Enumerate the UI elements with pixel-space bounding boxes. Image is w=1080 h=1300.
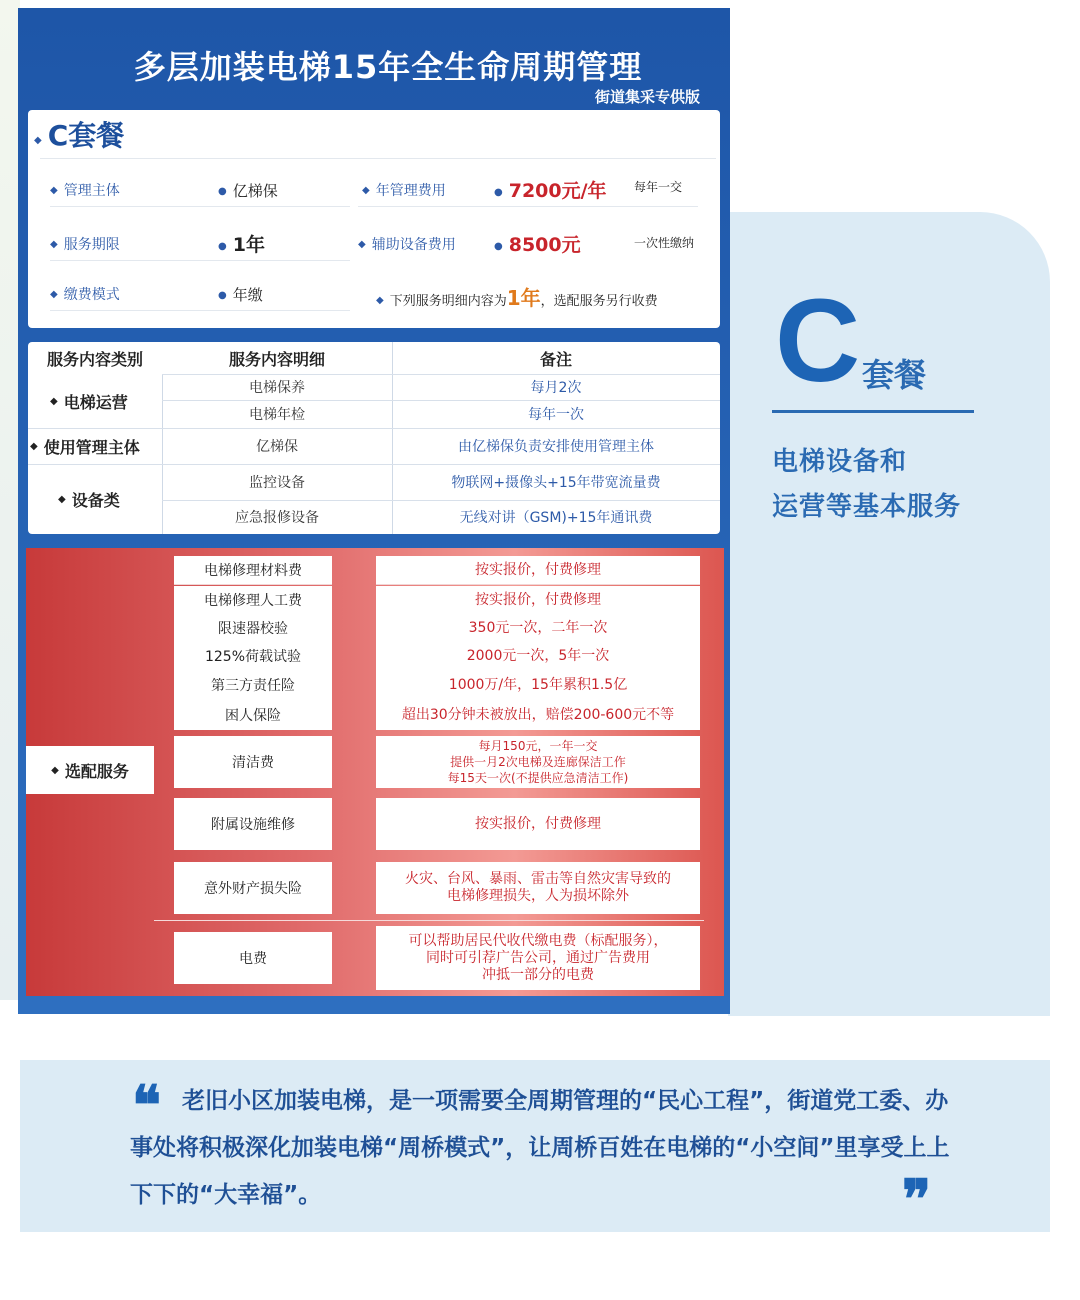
open-quote-icon: ❝ xyxy=(132,1073,162,1137)
optional-item-note xyxy=(376,862,700,914)
optional-item-name: 电费 xyxy=(174,932,332,984)
optional-item-name: 清洁费 xyxy=(174,736,332,788)
side-description-line1: 电梯设备和 xyxy=(772,447,908,477)
note-cell: 每年一次 xyxy=(528,407,584,423)
note-line: 电梯修理损失，人为损坏除外 xyxy=(447,888,629,904)
side-package-suffix: 套餐 xyxy=(862,356,927,394)
note-line: 每月150元，一年一交 xyxy=(478,739,598,753)
value-text: 亿梯保 xyxy=(232,182,278,200)
note-cell: 无线对讲（GSM)+15年通讯费 xyxy=(459,510,653,526)
label-management-subject xyxy=(50,180,120,200)
note-cell: 物联网+摄像头+15年带宽流量费 xyxy=(451,475,661,491)
optional-label-text: 选配服务 xyxy=(64,761,129,781)
detail-cell: 电梯保养 xyxy=(249,380,305,396)
bullet-icon: ◆ xyxy=(34,135,42,146)
optional-item-name: 125%荷载试验 xyxy=(174,642,332,670)
note-annual-fee: 每年一交 xyxy=(634,180,683,194)
detail-cell: 电梯年检 xyxy=(249,407,305,423)
package-name-text: C套餐 xyxy=(47,119,125,152)
value-text: 7200元/年 xyxy=(508,180,607,202)
detail-cell: 监控设备 xyxy=(249,475,305,491)
bullet-icon: ● xyxy=(494,241,503,252)
side-description xyxy=(772,440,961,530)
optional-item-note: 按实报价，付费修理 xyxy=(376,556,700,584)
optional-item-note: 350元一次，二年一次 xyxy=(376,614,700,642)
bullet-icon: ● xyxy=(218,290,227,301)
underline xyxy=(50,206,350,207)
service-scope-note xyxy=(376,282,658,311)
left-decoration xyxy=(0,0,20,1000)
optional-item-note: 1000万/年，15年累积1.5亿 xyxy=(376,670,700,700)
note-line: 每15天一次(不提供应急清洁工作) xyxy=(447,771,629,785)
scope-suffix: ，选配服务另行收费 xyxy=(540,294,658,309)
side-description-line2: 运营等基本服务 xyxy=(772,492,962,522)
optional-item-note xyxy=(376,736,700,788)
bullet-icon: ◆ xyxy=(58,493,66,505)
value-management-subject xyxy=(218,180,278,201)
quote-box xyxy=(20,1060,1050,1232)
header-category: 服务内容类别 xyxy=(46,349,143,369)
note-cell: 每月2次 xyxy=(530,380,582,396)
row-divider xyxy=(174,584,332,585)
value-text: 年缴 xyxy=(232,286,263,304)
bullet-icon: ◆ xyxy=(51,764,59,776)
detail-cell: 亿梯保 xyxy=(256,439,298,455)
bullet-icon: ◆ xyxy=(50,395,58,407)
optional-item-note: 2000元一次，5年一次 xyxy=(376,642,700,670)
underline xyxy=(358,206,698,207)
package-info xyxy=(28,110,720,328)
bullet-icon: ◆ xyxy=(362,185,370,196)
category-text: 使用管理主体 xyxy=(43,437,140,457)
category-equipment xyxy=(58,464,120,534)
label-service-period xyxy=(50,234,120,254)
label-text: 缴费模式 xyxy=(63,287,120,303)
optional-services-label xyxy=(26,746,154,794)
value-payment-mode xyxy=(218,284,263,305)
service-table xyxy=(28,342,720,534)
note-aux-equipment-fee: 一次性缴纳 xyxy=(634,236,695,250)
bullet-icon: ● xyxy=(218,186,227,197)
note-line: 冲抵一部分的电费 xyxy=(482,966,594,983)
optional-item-name: 第三方责任险 xyxy=(174,670,332,700)
optional-item-name: 附属设施维修 xyxy=(174,798,332,850)
bullet-icon: ◆ xyxy=(30,440,38,452)
note-line: 可以帮助居民代收代缴电费（标配服务）， xyxy=(408,932,668,949)
optional-item-note xyxy=(376,926,700,990)
header-detail: 服务内容明细 xyxy=(228,349,325,369)
optional-item-note: 超出30分钟未被放出，赔偿200-600元不等 xyxy=(376,700,700,730)
side-divider xyxy=(772,410,974,413)
category-text: 设备类 xyxy=(71,490,120,510)
header-note: 备注 xyxy=(539,349,572,369)
optional-item-note: 按实报价，付费修理 xyxy=(376,586,700,614)
divider xyxy=(40,158,716,159)
underline xyxy=(50,260,350,261)
bullet-icon: ● xyxy=(494,187,503,198)
value-text: 8500元 xyxy=(508,234,581,256)
label-text: 年管理费用 xyxy=(375,183,446,199)
note-line: 提供一月2次电梯及连廊保洁工作 xyxy=(450,755,626,769)
optional-item-name: 困人保险 xyxy=(174,700,332,730)
note-cell: 由亿梯保负责安排使用管理主体 xyxy=(458,439,654,455)
category-elevator-operation xyxy=(50,374,128,428)
quote-text: 老旧小区加装电梯，是一项需要全周期管理的“民心工程”，街道党工委、办事处将积极深化加装电梯“周桥模式”，让周桥百姓在电梯的“小空间”里享受上上下下的“大幸福”。 xyxy=(130,1088,950,1208)
label-text: 辅助设备费用 xyxy=(371,237,456,253)
category-text: 电梯运营 xyxy=(63,392,128,412)
bullet-icon: ◆ xyxy=(50,289,58,300)
optional-item-name: 限速器校验 xyxy=(174,614,332,642)
optional-item-name: 电梯修理材料费 xyxy=(174,556,332,584)
bullet-icon: ◆ xyxy=(50,239,58,250)
bullet-icon: ◆ xyxy=(50,185,58,196)
bullet-icon: ◆ xyxy=(358,239,366,250)
card-subtitle: 街道集采专供版 xyxy=(594,88,700,106)
optional-item-name: 意外财产损失险 xyxy=(174,862,332,914)
package-card xyxy=(18,8,730,1014)
note-line: 同时可引荐广告公司，通过广告费用 xyxy=(426,949,650,966)
close-quote-icon: ❞ xyxy=(902,1167,932,1231)
value-service-period xyxy=(218,230,265,257)
side-package-letter: C xyxy=(775,275,861,407)
label-payment-mode xyxy=(50,284,120,304)
value-annual-fee xyxy=(494,176,607,203)
optional-item-name: 电梯修理人工费 xyxy=(174,586,332,614)
optional-services xyxy=(26,548,724,996)
scope-highlight: 1年 xyxy=(506,286,541,310)
row-divider xyxy=(376,584,700,585)
card-title: 多层加装电梯15年全生命周期管理 xyxy=(133,48,643,86)
label-annual-fee xyxy=(362,180,446,200)
note-line: 火灾、台风、暴雨、雷击等自然灾害导致的 xyxy=(405,871,671,887)
underline xyxy=(50,310,350,311)
bullet-icon: ● xyxy=(218,241,227,252)
value-text: 1年 xyxy=(232,234,265,256)
label-text: 服务期限 xyxy=(63,237,120,253)
section-divider xyxy=(154,920,704,921)
optional-item-note: 按实报价，付费修理 xyxy=(376,798,700,850)
scope-prefix: 下列服务明细内容为 xyxy=(389,294,507,309)
package-name xyxy=(34,114,124,154)
value-aux-equipment-fee xyxy=(494,230,581,257)
detail-cell: 应急报修设备 xyxy=(235,510,319,526)
label-aux-equipment-fee xyxy=(358,234,456,254)
label-text: 管理主体 xyxy=(63,183,120,199)
bullet-icon: ◆ xyxy=(376,295,384,306)
category-usage-management xyxy=(30,428,140,464)
